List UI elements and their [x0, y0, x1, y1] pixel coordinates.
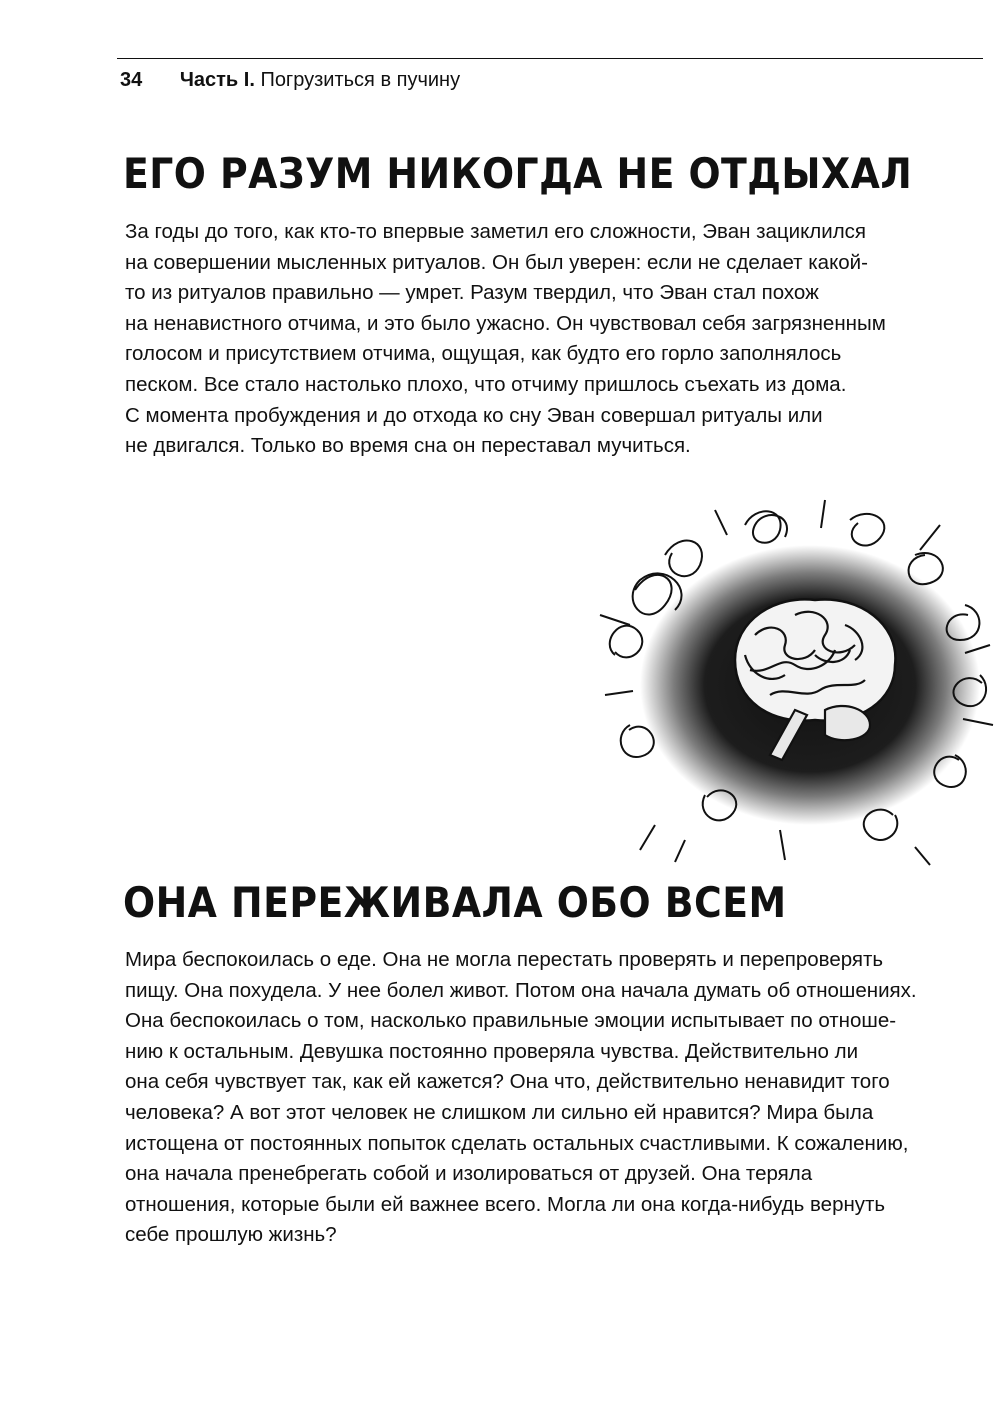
- paragraph-line: За годы до того, как кто-то впервые заметил его сложности, Эван зациклился: [125, 220, 867, 243]
- running-head: [120, 66, 460, 94]
- paragraph-line: песком. Все стало настолько плохо, что отчиму пришлось съехать из дома.: [125, 372, 847, 396]
- part-label: Часть I.: [179, 69, 255, 91]
- scribbled-brain-icon: [595, 495, 1000, 870]
- header-rule: [117, 58, 983, 59]
- paragraph-line: Она беспокоилась о том, насколько правильные эмоции испытывает по отноше-: [125, 1009, 897, 1033]
- paragraph-line: пищу. Она похудела. У нее болел живот. Потом она начала думать об отношениях.: [125, 978, 917, 1002]
- paragraph-line: С момента пробуждения и до отхода ко сну Эван совершал ритуалы или: [125, 403, 823, 427]
- paragraph-line: на ненавистного отчима, и это было ужасно. Он чувствовал себя загрязненным: [125, 311, 886, 335]
- paragraph-mira: [125, 945, 917, 1251]
- paragraph-line: не двигался. Только во время сна он переставал мучиться.: [125, 434, 691, 458]
- section-title-evan: ЕГО РАЗУМ НИКОГДА НЕ ОТДЫХАЛ: [123, 149, 913, 198]
- paragraph-line: человека? А вот этот человек не слишком ли сильно ей нравится? Мира была: [125, 1100, 874, 1124]
- paragraph-line: на совершении мысленных ритуалов. Он был уверен: если не сделает какой-: [125, 250, 868, 274]
- paragraph-evan: [125, 217, 886, 462]
- paragraph-line: Мира беспокоилась о еде. Она не могла перестать проверять и перепроверять: [125, 948, 884, 971]
- paragraph-line: себе прошлую жизнь?: [125, 1223, 337, 1247]
- paragraph-line: голосом и присутствием отчима, ощущая, как будто его горло заполнялось: [125, 342, 842, 366]
- paragraph-line: нию к остальным. Девушка постоянно проверяла чувства. Действительно ли: [125, 1039, 859, 1063]
- section-title-mira: ОНА ПЕРЕЖИВАЛА ОБО ВСЕМ: [123, 878, 787, 927]
- paragraph-line: она себя чувствует так, как ей кажется? Она что, действительно ненавидит того: [125, 1070, 890, 1094]
- paragraph-line: то из ритуалов правильно — умрет. Разум твердил, что Эван стал похож: [125, 281, 819, 305]
- page-number: 34: [120, 69, 143, 91]
- paragraph-line: истощена от постоянных попыток сделать остальных счастливыми. К сожалению,: [125, 1131, 909, 1155]
- paragraph-line: она начала пренебрегать собой и изолироваться от друзей. Она теряла: [125, 1162, 813, 1186]
- paragraph-line: отношения, которые были ей важнее всего. Могла ли она когда-нибудь вернуть: [125, 1192, 886, 1216]
- part-title: Погрузиться в пучину: [260, 69, 461, 91]
